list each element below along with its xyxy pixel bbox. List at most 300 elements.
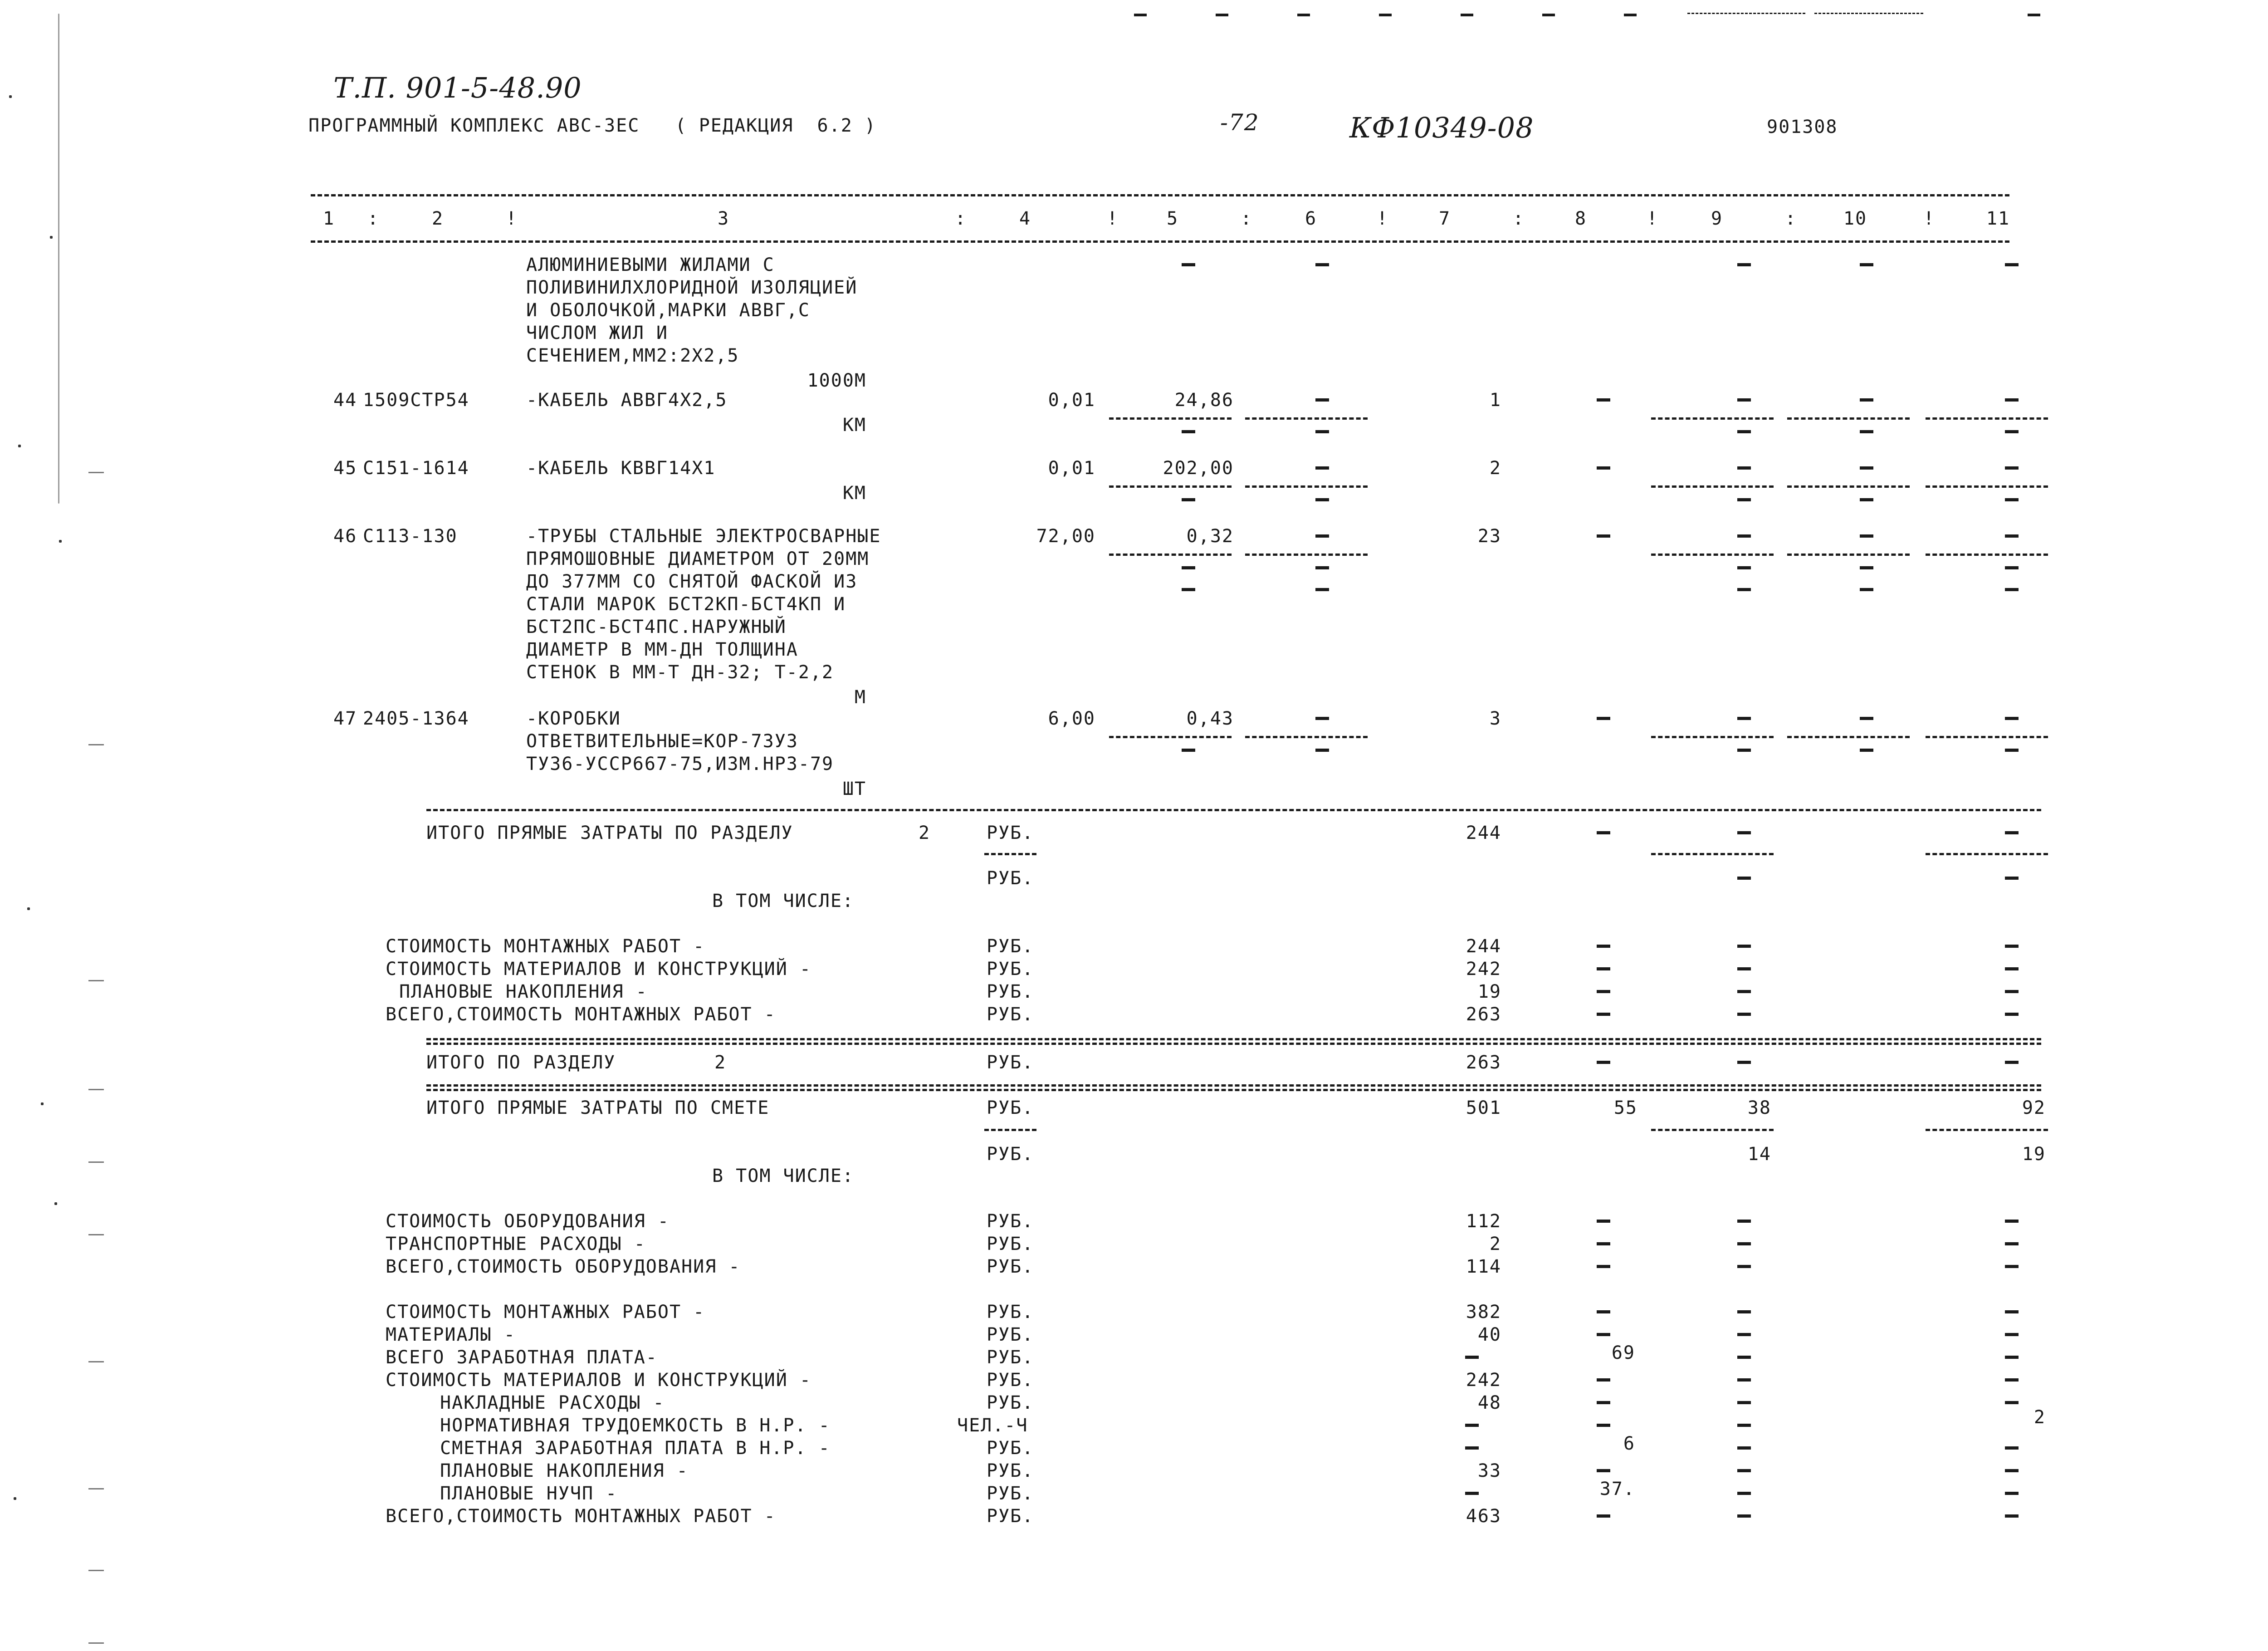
value-underline bbox=[1245, 485, 1368, 488]
estimate-total-col9-row2: 14 bbox=[1747, 1144, 1771, 1165]
dash-mark bbox=[2005, 1446, 2019, 1450]
continuation-text-line: И ОБОЛОЧКОЙ,МАРКИ АВВГ,С bbox=[526, 300, 810, 321]
item-description-line: СТЕНОК В ММ-Т ДН-32; Т-2,2 bbox=[526, 662, 834, 683]
program-title: ПРОГРАММНЫЙ КОМПЛЕКС АВС-3ЕС ( РЕДАКЦИЯ 6.2 ) bbox=[308, 115, 876, 136]
dash-mark bbox=[1860, 534, 1873, 538]
section-breakdown-label: ПЛАНОВЫЕ НАКОПЛЕНИЯ - bbox=[399, 981, 648, 1002]
section-breakdown-label: СТОИМОСТЬ МОНТАЖНЫХ РАБОТ - bbox=[386, 936, 705, 957]
works-breakdown-unit: РУБ. bbox=[987, 1438, 1034, 1459]
scan-dash bbox=[1216, 14, 1228, 16]
dash-mark bbox=[1597, 717, 1610, 720]
item-total: 23 bbox=[1477, 526, 1501, 547]
dash-mark bbox=[1860, 566, 1873, 569]
dash-mark bbox=[1465, 1446, 1479, 1450]
equipment-breakdown-value: 112 bbox=[1466, 1211, 1501, 1232]
dash-mark bbox=[2005, 1514, 2019, 1518]
dash-mark bbox=[1315, 588, 1329, 591]
column-separator: : bbox=[955, 208, 967, 229]
dash-mark bbox=[1737, 1446, 1751, 1450]
value-underline bbox=[1787, 554, 1910, 556]
scan-speck bbox=[18, 445, 21, 447]
estimate-total-unit-2: РУБ. bbox=[987, 1144, 1034, 1165]
item-code: С113-130 bbox=[363, 526, 458, 547]
section-total-number: 2 bbox=[919, 823, 931, 843]
item-number: 46 bbox=[333, 526, 357, 547]
works-breakdown-value: 463 bbox=[1466, 1506, 1501, 1527]
dash-mark bbox=[1737, 749, 1751, 752]
dash-mark bbox=[1597, 534, 1610, 538]
column-header-9: 9 bbox=[1711, 208, 1723, 229]
works-breakdown-label: НАКЛАДНЫЕ РАСХОДЫ - bbox=[440, 1392, 665, 1413]
section-breakdown-value: 19 bbox=[1477, 981, 1501, 1002]
value-underline bbox=[1926, 853, 2048, 855]
column-separator: : bbox=[1513, 208, 1525, 229]
dash-mark bbox=[2005, 534, 2019, 538]
equipment-breakdown-unit: РУБ. bbox=[987, 1211, 1034, 1232]
dash-mark bbox=[2005, 967, 2019, 970]
dash-mark bbox=[1182, 263, 1195, 266]
dash-mark bbox=[1737, 1378, 1751, 1382]
works-breakdown-value: 33 bbox=[1477, 1460, 1501, 1481]
dash-mark bbox=[2005, 466, 2019, 470]
item-description-line: ОТВЕТВИТЕЛЬНЫЕ=КОР-73У3 bbox=[526, 731, 798, 752]
page-number: -72 bbox=[1220, 109, 1260, 136]
works-breakdown-unit: РУБ. bbox=[987, 1324, 1034, 1345]
value-underline bbox=[1109, 736, 1232, 738]
dash-mark bbox=[1597, 1514, 1610, 1518]
continuation-unit: 1000М bbox=[807, 370, 866, 391]
item-unit-price: 0,43 bbox=[1186, 708, 1234, 729]
estimate-including-label: В ТОМ ЧИСЛЕ: bbox=[712, 1166, 854, 1186]
dash-mark bbox=[1315, 534, 1329, 538]
value-underline bbox=[1245, 554, 1368, 556]
dash-mark bbox=[1597, 1424, 1610, 1427]
dash-mark bbox=[1737, 263, 1751, 266]
works-breakdown-label: ВСЕГО,СТОИМОСТЬ МОНТАЖНЫХ РАБОТ - bbox=[386, 1506, 776, 1527]
value-underline bbox=[1926, 736, 2048, 738]
edge-tick bbox=[88, 744, 104, 745]
value-underline bbox=[1245, 736, 1368, 738]
scan-dash bbox=[1297, 14, 1310, 16]
value-underline bbox=[1787, 417, 1910, 420]
item-description-line: -КАБЕЛЬ АВВГ4Х2,5 bbox=[526, 390, 728, 411]
works-breakdown-col11: 2 bbox=[2033, 1407, 2046, 1428]
edge-tick bbox=[88, 472, 104, 473]
column-header-11: 11 bbox=[1986, 208, 2010, 229]
works-breakdown-label: ПЛАНОВЫЕ НАКОПЛЕНИЯ - bbox=[440, 1460, 689, 1481]
estimate-total-col11-row2: 19 bbox=[2022, 1144, 2046, 1165]
item-description-line: -КАБЕЛЬ КВВГ14Х1 bbox=[526, 458, 716, 479]
works-breakdown-col8: 37. bbox=[1599, 1479, 1635, 1499]
dash-mark bbox=[1597, 831, 1610, 834]
scan-dash bbox=[1134, 14, 1147, 16]
works-breakdown-label: СТОИМОСТЬ МОНТАЖНЫХ РАБОТ - bbox=[386, 1302, 705, 1323]
dash-mark bbox=[1597, 466, 1610, 470]
edge-tick bbox=[88, 1570, 104, 1571]
item-unit-price: 24,86 bbox=[1174, 390, 1234, 411]
dash-mark bbox=[1315, 498, 1329, 501]
equipment-breakdown-unit: РУБ. bbox=[987, 1234, 1034, 1254]
dash-mark bbox=[1315, 749, 1329, 752]
section-grand-value: 263 bbox=[1466, 1052, 1501, 1073]
estimate-total-col8: 55 bbox=[1613, 1097, 1637, 1118]
value-underline bbox=[1651, 853, 1774, 855]
continuation-text-line: АЛЮМИНИЕВЫМИ ЖИЛАМИ С bbox=[526, 255, 775, 275]
dash-mark bbox=[2005, 1220, 2019, 1223]
dash-mark bbox=[1597, 1401, 1610, 1404]
edge-tick bbox=[88, 1161, 104, 1163]
dash-mark bbox=[2005, 498, 2019, 501]
continuation-text-line: СЕЧЕНИЕМ,ММ2:2Х2,5 bbox=[526, 345, 739, 366]
item-quantity: 0,01 bbox=[1048, 458, 1095, 479]
dash-mark bbox=[1597, 1061, 1610, 1064]
dash-mark bbox=[1182, 566, 1195, 569]
item-unit: КМ bbox=[842, 415, 866, 436]
works-breakdown-label: ВСЕГО ЗАРАБОТНАЯ ПЛАТА- bbox=[386, 1347, 658, 1368]
scan-dash bbox=[1542, 14, 1555, 16]
value-underline bbox=[1651, 485, 1774, 488]
dash-mark bbox=[1737, 534, 1751, 538]
dash-mark bbox=[1597, 1378, 1610, 1382]
value-underline bbox=[1926, 417, 2048, 420]
dash-mark bbox=[1737, 1265, 1751, 1268]
value-underline bbox=[1926, 1129, 2048, 1131]
works-breakdown-value: 48 bbox=[1477, 1392, 1501, 1413]
works-breakdown-unit: РУБ. bbox=[987, 1347, 1034, 1368]
dash-mark bbox=[1737, 1401, 1751, 1404]
column-header-3: 3 bbox=[717, 208, 730, 229]
value-underline bbox=[1926, 485, 2048, 488]
dash-mark bbox=[1465, 1424, 1479, 1427]
section-breakdown-label: СТОИМОСТЬ МАТЕРИАЛОВ И КОНСТРУКЦИЙ - bbox=[386, 959, 811, 980]
column-header-6: 6 bbox=[1305, 208, 1317, 229]
column-separator: ! bbox=[1923, 208, 1936, 229]
item-code: 2405-1364 bbox=[363, 708, 469, 729]
dash-mark bbox=[2005, 566, 2019, 569]
dash-mark bbox=[1597, 990, 1610, 993]
dash-mark bbox=[2005, 1492, 2019, 1495]
dash-mark bbox=[1182, 498, 1195, 501]
dash-mark bbox=[1465, 1356, 1479, 1359]
edge-tick bbox=[88, 980, 104, 981]
item-quantity: 72,00 bbox=[1036, 526, 1095, 547]
dash-mark bbox=[1860, 466, 1873, 470]
value-underline bbox=[1926, 554, 2048, 556]
scan-speck bbox=[50, 236, 53, 239]
item-unit: КМ bbox=[842, 483, 866, 504]
works-breakdown-unit: ЧЕЛ.-Ч bbox=[957, 1415, 1028, 1436]
section-breakdown-label: ВСЕГО,СТОИМОСТЬ МОНТАЖНЫХ РАБОТ - bbox=[386, 1004, 776, 1025]
section-total-value: 244 bbox=[1466, 823, 1501, 843]
dash-mark bbox=[1597, 945, 1610, 948]
dash-mark bbox=[1737, 398, 1751, 402]
works-breakdown-unit: РУБ. bbox=[987, 1460, 1034, 1481]
dash-mark bbox=[1737, 1469, 1751, 1472]
column-header-5: 5 bbox=[1166, 208, 1179, 229]
section-total-unit: РУБ. bbox=[987, 823, 1034, 843]
item-description-line: СТАЛИ МАРОК БСТ2КП-БСТ4КП И bbox=[526, 594, 846, 615]
item-description-line: БСТ2ПС-БСТ4ПС.НАРУЖНЫЙ bbox=[526, 617, 787, 637]
value-underline bbox=[1651, 554, 1774, 556]
works-breakdown-label: МАТЕРИАЛЫ - bbox=[386, 1324, 516, 1345]
scan-speck bbox=[9, 95, 12, 98]
dash-mark bbox=[2005, 831, 2019, 834]
dash-mark bbox=[1597, 1242, 1610, 1245]
works-breakdown-value: 40 bbox=[1477, 1324, 1501, 1345]
dash-mark bbox=[1737, 1514, 1751, 1518]
works-breakdown-value: 242 bbox=[1466, 1370, 1501, 1391]
scan-speck bbox=[14, 1497, 16, 1500]
value-underline bbox=[1109, 417, 1232, 420]
dash-mark bbox=[1737, 945, 1751, 948]
item-total: 1 bbox=[1489, 390, 1501, 411]
document-code: КФ10349-08 bbox=[1349, 111, 1534, 144]
edge-tick bbox=[88, 1361, 104, 1362]
dash-mark bbox=[1860, 588, 1873, 591]
value-underline bbox=[1787, 736, 1910, 738]
dash-mark bbox=[2005, 1401, 2019, 1404]
item-description-line: ДО 377ММ СО СНЯТОЙ ФАСКОЙ ИЗ bbox=[526, 571, 858, 592]
column-separator: ! bbox=[1647, 208, 1659, 229]
dash-mark bbox=[1737, 566, 1751, 569]
dash-mark bbox=[1315, 566, 1329, 569]
item-code: С151-1614 bbox=[363, 458, 469, 479]
column-separator: : bbox=[367, 208, 380, 229]
section-grand-unit: РУБ. bbox=[987, 1052, 1034, 1073]
section-grand-label: ИТОГО ПО РАЗДЕЛУ bbox=[426, 1052, 616, 1073]
dash-mark bbox=[1315, 466, 1329, 470]
dash-mark bbox=[1597, 1013, 1610, 1016]
column-header-8: 8 bbox=[1574, 208, 1587, 229]
section-breakdown-unit: РУБ. bbox=[987, 1004, 1034, 1025]
dash-mark bbox=[2005, 749, 2019, 752]
column-separator: : bbox=[1785, 208, 1797, 229]
dash-mark bbox=[1737, 1333, 1751, 1336]
dash-mark bbox=[1737, 498, 1751, 501]
scan-dash bbox=[1461, 14, 1473, 16]
works-breakdown-label: СМЕТНАЯ ЗАРАБОТНАЯ ПЛАТА В Н.Р. - bbox=[440, 1438, 831, 1459]
scan-dash-line bbox=[1687, 13, 1805, 14]
item-quantity: 0,01 bbox=[1048, 390, 1095, 411]
dash-mark bbox=[1597, 1310, 1610, 1313]
section-breakdown-value: 242 bbox=[1466, 959, 1501, 980]
estimate-rule-top bbox=[426, 1084, 2041, 1087]
item-unit: ШТ bbox=[842, 779, 866, 799]
scan-dash bbox=[2028, 14, 2040, 16]
dash-mark bbox=[1860, 263, 1873, 266]
header-rule-top bbox=[311, 194, 2009, 196]
estimate-total-unit: РУБ. bbox=[987, 1097, 1034, 1118]
column-separator: ! bbox=[506, 208, 518, 229]
dash-mark bbox=[2005, 1061, 2019, 1064]
equipment-breakdown-label: ВСЕГО,СТОИМОСТЬ ОБОРУДОВАНИЯ - bbox=[386, 1256, 741, 1277]
continuation-text-line: ПОЛИВИНИЛХЛОРИДНОЙ ИЗОЛЯЦИЕЙ bbox=[526, 277, 858, 298]
dash-mark bbox=[2005, 430, 2019, 433]
edge-tick bbox=[88, 1642, 104, 1644]
works-breakdown-unit: РУБ. bbox=[987, 1483, 1034, 1504]
equipment-breakdown-unit: РУБ. bbox=[987, 1256, 1034, 1277]
dash-mark bbox=[1737, 1310, 1751, 1313]
dash-mark bbox=[1737, 1356, 1751, 1359]
dash-mark bbox=[2005, 877, 2019, 880]
item-total: 3 bbox=[1489, 708, 1501, 729]
item-description-line: ПРЯМОШОВНЫЕ ДИАМЕТРОМ ОТ 20ММ bbox=[526, 549, 870, 569]
column-header-7: 7 bbox=[1438, 208, 1451, 229]
dash-mark bbox=[2005, 588, 2019, 591]
item-number: 47 bbox=[333, 708, 357, 729]
item-code: 1509СТР54 bbox=[363, 390, 469, 411]
section-total-rule bbox=[426, 809, 2041, 811]
dash-mark bbox=[1737, 1061, 1751, 1064]
works-breakdown-unit: РУБ. bbox=[987, 1506, 1034, 1527]
estimate-total-col9: 38 bbox=[1747, 1097, 1771, 1118]
item-total: 2 bbox=[1489, 458, 1501, 479]
works-breakdown-unit: РУБ. bbox=[987, 1302, 1034, 1323]
works-breakdown-label: СТОИМОСТЬ МАТЕРИАЛОВ И КОНСТРУКЦИЙ - bbox=[386, 1370, 811, 1391]
document-number: 901308 bbox=[1767, 117, 1838, 137]
works-breakdown-value: 382 bbox=[1466, 1302, 1501, 1323]
dash-mark bbox=[2005, 398, 2019, 402]
value-underline bbox=[984, 853, 1036, 855]
dash-mark bbox=[2005, 1242, 2019, 1245]
column-header-4: 4 bbox=[1019, 208, 1031, 229]
dash-mark bbox=[1182, 749, 1195, 752]
section-grand-number: 2 bbox=[714, 1052, 727, 1073]
section-breakdown-unit: РУБ. bbox=[987, 981, 1034, 1002]
binding-line bbox=[58, 14, 59, 504]
item-quantity: 6,00 bbox=[1048, 708, 1095, 729]
dash-mark bbox=[2005, 1469, 2019, 1472]
estimate-total-label: ИТОГО ПРЯМЫЕ ЗАТРАТЫ ПО СМЕТЕ bbox=[426, 1097, 770, 1118]
dash-mark bbox=[1737, 967, 1751, 970]
dash-mark bbox=[1597, 967, 1610, 970]
dash-mark bbox=[1737, 1220, 1751, 1223]
dash-mark bbox=[1737, 430, 1751, 433]
works-breakdown-col8: 6 bbox=[1623, 1433, 1635, 1454]
dash-mark bbox=[1315, 717, 1329, 720]
value-underline bbox=[1651, 1129, 1774, 1131]
item-unit: М bbox=[854, 687, 866, 708]
dash-mark bbox=[1597, 1265, 1610, 1268]
equipment-breakdown-label: СТОИМОСТЬ ОБОРУДОВАНИЯ - bbox=[386, 1211, 670, 1232]
dash-mark bbox=[1737, 831, 1751, 834]
item-description-line: ТУ36-УССР667-75,ИЗМ.НР3-79 bbox=[526, 754, 834, 774]
works-breakdown-label: ПЛАНОВЫЕ НУЧП - bbox=[440, 1483, 618, 1504]
column-separator: ! bbox=[1377, 208, 1389, 229]
dash-mark bbox=[1737, 1424, 1751, 1427]
scan-dash-line bbox=[1814, 13, 1923, 14]
dash-mark bbox=[1737, 990, 1751, 993]
scan-speck bbox=[54, 1202, 57, 1205]
scan-dash bbox=[1379, 14, 1392, 16]
item-number: 45 bbox=[333, 458, 357, 479]
dash-mark bbox=[1597, 398, 1610, 402]
value-underline bbox=[984, 1129, 1036, 1131]
dash-mark bbox=[1465, 1492, 1479, 1495]
dash-mark bbox=[1737, 1013, 1751, 1016]
continuation-text-line: ЧИСЛОМ ЖИЛ И bbox=[526, 323, 668, 343]
column-header-10: 10 bbox=[1843, 208, 1867, 229]
scan-speck bbox=[41, 1102, 44, 1105]
dash-mark bbox=[2005, 945, 2019, 948]
works-breakdown-unit: РУБ. bbox=[987, 1370, 1034, 1391]
dash-mark bbox=[1597, 1333, 1610, 1336]
value-underline bbox=[1109, 554, 1232, 556]
scan-speck bbox=[27, 907, 30, 910]
dash-mark bbox=[2005, 717, 2019, 720]
dash-mark bbox=[2005, 1013, 2019, 1016]
estimate-total-value: 501 bbox=[1466, 1097, 1501, 1118]
dash-mark bbox=[1860, 717, 1873, 720]
equipment-breakdown-label: ТРАНСПОРТНЫЕ РАСХОДЫ - bbox=[386, 1234, 646, 1254]
item-description-line: -КОРОБКИ bbox=[526, 708, 621, 729]
section-grand-rule-top-2 bbox=[426, 1043, 2041, 1045]
estimate-rule-top-2 bbox=[426, 1089, 2041, 1091]
value-underline bbox=[1245, 417, 1368, 420]
dash-mark bbox=[1737, 588, 1751, 591]
dash-mark bbox=[1737, 466, 1751, 470]
section-grand-rule-top bbox=[426, 1038, 2041, 1040]
value-underline bbox=[1109, 485, 1232, 488]
dash-mark bbox=[2005, 1378, 2019, 1382]
item-unit-price: 0,32 bbox=[1186, 526, 1234, 547]
column-separator: : bbox=[1241, 208, 1253, 229]
item-unit-price: 202,00 bbox=[1163, 458, 1234, 479]
section-breakdown-unit: РУБ. bbox=[987, 959, 1034, 980]
dash-mark bbox=[1860, 398, 1873, 402]
item-number: 44 bbox=[333, 390, 357, 411]
section-breakdown-value: 244 bbox=[1466, 936, 1501, 957]
edge-tick bbox=[88, 1089, 104, 1090]
dash-mark bbox=[1860, 749, 1873, 752]
column-separator: ! bbox=[1107, 208, 1119, 229]
dash-mark bbox=[1182, 588, 1195, 591]
dash-mark bbox=[1737, 717, 1751, 720]
equipment-breakdown-value: 114 bbox=[1466, 1256, 1501, 1277]
dash-mark bbox=[2005, 1356, 2019, 1359]
item-description-line: -ТРУБЫ СТАЛЬНЫЕ ЭЛЕКТРОСВАРНЫЕ bbox=[526, 526, 881, 547]
scan-dash bbox=[1624, 14, 1637, 16]
project-code: Т.П. 901-5-48.90 bbox=[333, 71, 582, 104]
column-header-1: 1 bbox=[323, 208, 335, 229]
dash-mark bbox=[1737, 1492, 1751, 1495]
dash-mark bbox=[1860, 498, 1873, 501]
section-total-unit-2: РУБ. bbox=[987, 868, 1034, 889]
equipment-breakdown-value: 2 bbox=[1489, 1234, 1501, 1254]
dash-mark bbox=[1737, 1242, 1751, 1245]
dash-mark bbox=[1597, 1469, 1610, 1472]
column-header-2: 2 bbox=[431, 208, 444, 229]
estimate-total-col11: 92 bbox=[2022, 1097, 2046, 1118]
works-breakdown-unit: РУБ. bbox=[987, 1392, 1034, 1413]
dash-mark bbox=[2005, 1310, 2019, 1313]
scan-speck bbox=[59, 540, 62, 543]
dash-mark bbox=[1315, 263, 1329, 266]
dash-mark bbox=[2005, 263, 2019, 266]
dash-mark bbox=[2005, 1265, 2019, 1268]
dash-mark bbox=[1315, 430, 1329, 433]
dash-mark bbox=[1597, 1220, 1610, 1223]
works-breakdown-col8: 69 bbox=[1611, 1342, 1635, 1363]
section-breakdown-unit: РУБ. bbox=[987, 936, 1034, 957]
section-including-label: В ТОМ ЧИСЛЕ: bbox=[712, 891, 854, 911]
value-underline bbox=[1651, 736, 1774, 738]
item-description-line: ДИАМЕТР В ММ-ДН ТОЛЩИНА bbox=[526, 639, 798, 660]
edge-tick bbox=[88, 1234, 104, 1235]
dash-mark bbox=[1737, 877, 1751, 880]
value-underline bbox=[1787, 485, 1910, 488]
section-breakdown-value: 263 bbox=[1466, 1004, 1501, 1025]
